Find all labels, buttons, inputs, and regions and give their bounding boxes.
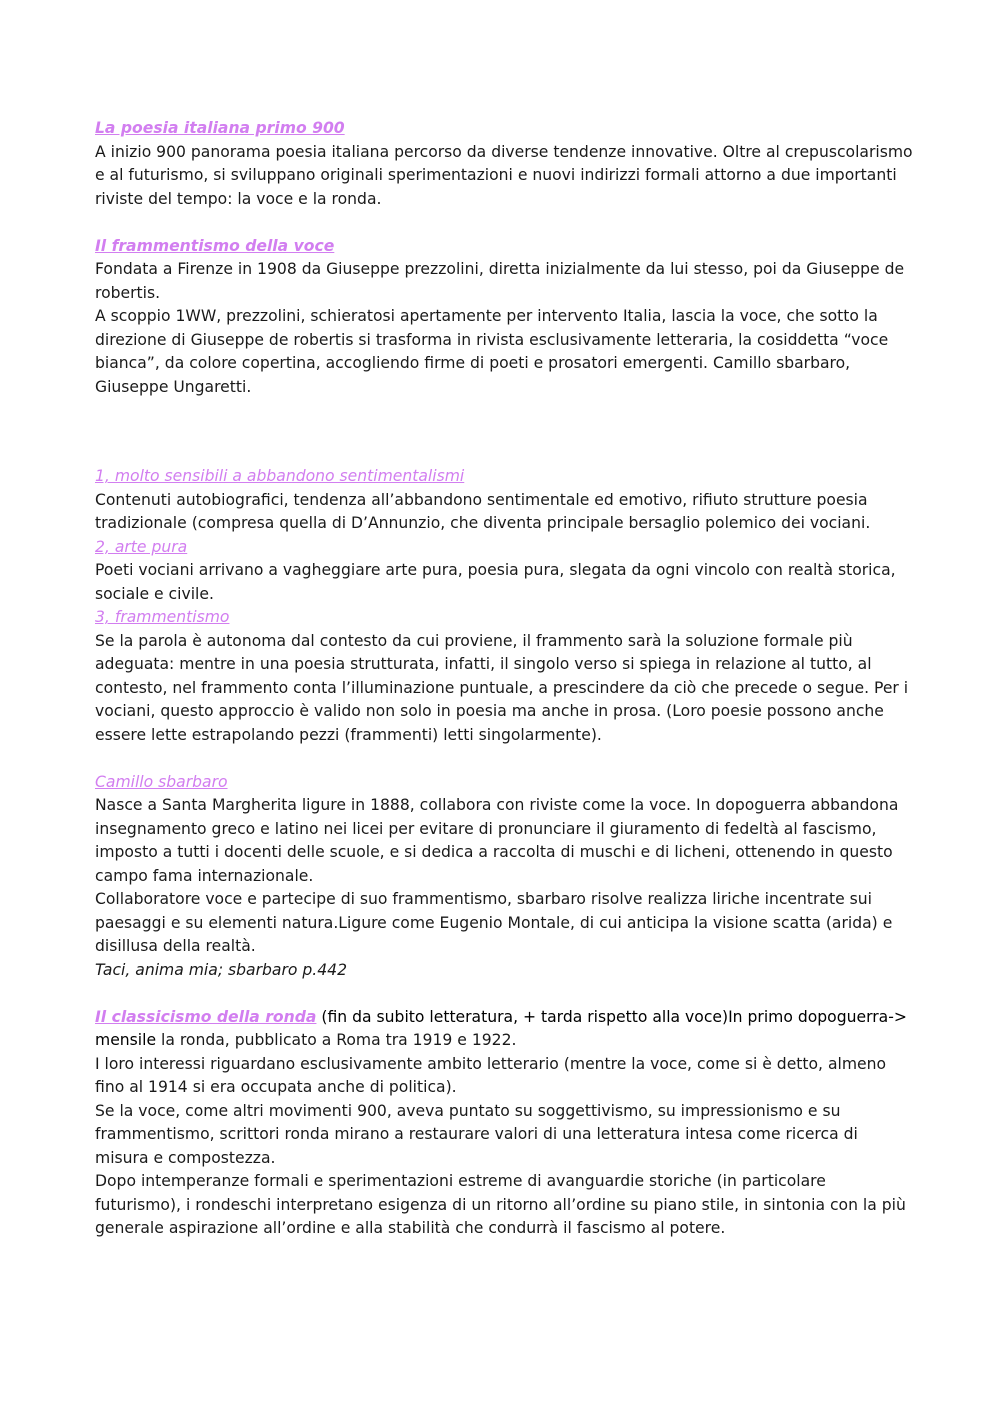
section-heading-intro: La poesia italiana primo 900 — [95, 119, 345, 137]
paragraph-sbarbaro-poetics: Collaboratore voce e partecipe di suo frammentismo, sbarbaro risolve realizza liriche incentrate sui paesaggi e su elementi natura.Ligure come Eugenio Montale, di cui anticipa la visione scatta (arida) e disillusa della realtà. — [95, 890, 893, 955]
section-heading-sbarbaro: Camillo sbarbaro — [95, 772, 228, 791]
point-title-2: 2, arte pura — [95, 537, 188, 556]
point-title-1: 1, molto sensibili a abbandono sentimentalismi — [95, 467, 465, 485]
reference-line: Taci, anima mia; sbarbaro p.442 — [95, 960, 347, 979]
spacer — [95, 211, 915, 235]
document-page — [95, 117, 915, 1241]
section-heading-voce: Il frammentismo della voce — [95, 236, 335, 255]
point-body-1: Contenuti autobiografici, tendenza all’abbandono sentimentale ed emotivo, rifiuto strutture poesia tradizionale (compresa quella di D’Annunzio, che diventa principale bersaglio polemico dei vociani. — [95, 490, 871, 532]
section-heading-ronda: Il classicismo della ronda — [95, 1007, 317, 1026]
ronda-lead-rest: la ronda, pubblicato a Roma tra 1919 e 1922. — [156, 1031, 517, 1049]
spacer — [95, 982, 915, 1006]
paragraph-ronda-values: Se la voce, come altri movimenti 900, aveva puntato su soggettivismo, su impressionismo e su frammentismo, scrittori ronda mirano a restaurare valori di una letteratura intesa come ricerca di misura e compostezza. — [95, 1101, 858, 1167]
paragraph-intro: A inizio 900 panorama poesia italiana percorso da diverse tendenze innovative. Oltre al crepuscolarismo e al futurismo, si sviluppano originali sperimentazioni e nuovi indirizzi formali attorno a due importanti riviste del tempo: la voce e la ronda. — [95, 142, 913, 208]
paragraph-ronda-interests: I loro interessi riguardano esclusivamente ambito letterario (mentre la voce, come si è detto, almeno fino al 1914 si era occupata anche di politica). — [95, 1054, 887, 1096]
paragraph-ronda-intro — [95, 1006, 915, 1053]
point-title-3: 3, frammentismo — [95, 608, 230, 626]
ronda-lead: (fin da subito letteratura, + tarda rispetto alla voce)In primo dopoguerra-> mensile — [95, 1007, 907, 1049]
paragraph-voce-history: A scoppio 1WW, prezzolini, schieratosi apertamente per intervento Italia, lascia la voce, che sotto la direzione di Giuseppe de robertis si trasforma in rivista esclusivamente letteraria, la cosiddetta “voce bianca”, da colore copertina, accogliendo firme di poeti e prosatori emergenti. Camillo sbarbaro, Giuseppe Ungaretti. — [95, 307, 889, 396]
paragraph-ronda-order: Dopo intemperanze formali e sperimentazioni estreme di avanguardie storiche (in particolare futurismo), i rondeschi interpretano esigenza di un ritorno all’ordine su piano stile, in sintonia con la più generale aspirazione all’ordine e alla stabilità che condurrà il fascismo al potere. — [95, 1172, 906, 1237]
spacer — [95, 747, 915, 771]
spacer — [95, 399, 915, 465]
paragraph-voce-founding: Fondata a Firenze in 1908 da Giuseppe prezzolini, diretta inizialmente da lui stesso, poi da Giuseppe de robertis. — [95, 260, 905, 302]
paragraph-sbarbaro-bio: Nasce a Santa Margherita ligure in 1888, collabora con riviste come la voce. In dopoguerra abbandona insegnamento greco e latino nei licei per evitare di pronunciare il giuramento di fedeltà al fascismo, imposto a tutti i docenti delle scuole, e si dedica a raccolta di muschi e di licheni, ottenendo in questo campo fama internazionale. — [95, 796, 899, 885]
point-body-3: Se la parola è autonoma dal contesto da cui proviene, il frammento sarà la soluzione formale più adeguata: mentre in una poesia strutturata, infatti, il singolo verso si spiega in relazione al tutto, al contesto, nel frammento conta l’illuminazione puntuale, a prescindere da ciò che precede o segue. Per i vociani, questo approccio è valido non solo in poesia ma anche in prosa. (Loro poesie possono anche essere lette estrapolando pezzi (frammenti) letti singolarmente). — [95, 631, 909, 744]
point-body-2: Poeti vociani arrivano a vagheggiare arte pura, poesia pura, slegata da ogni vincolo con realtà storica, sociale e civile. — [95, 561, 896, 603]
